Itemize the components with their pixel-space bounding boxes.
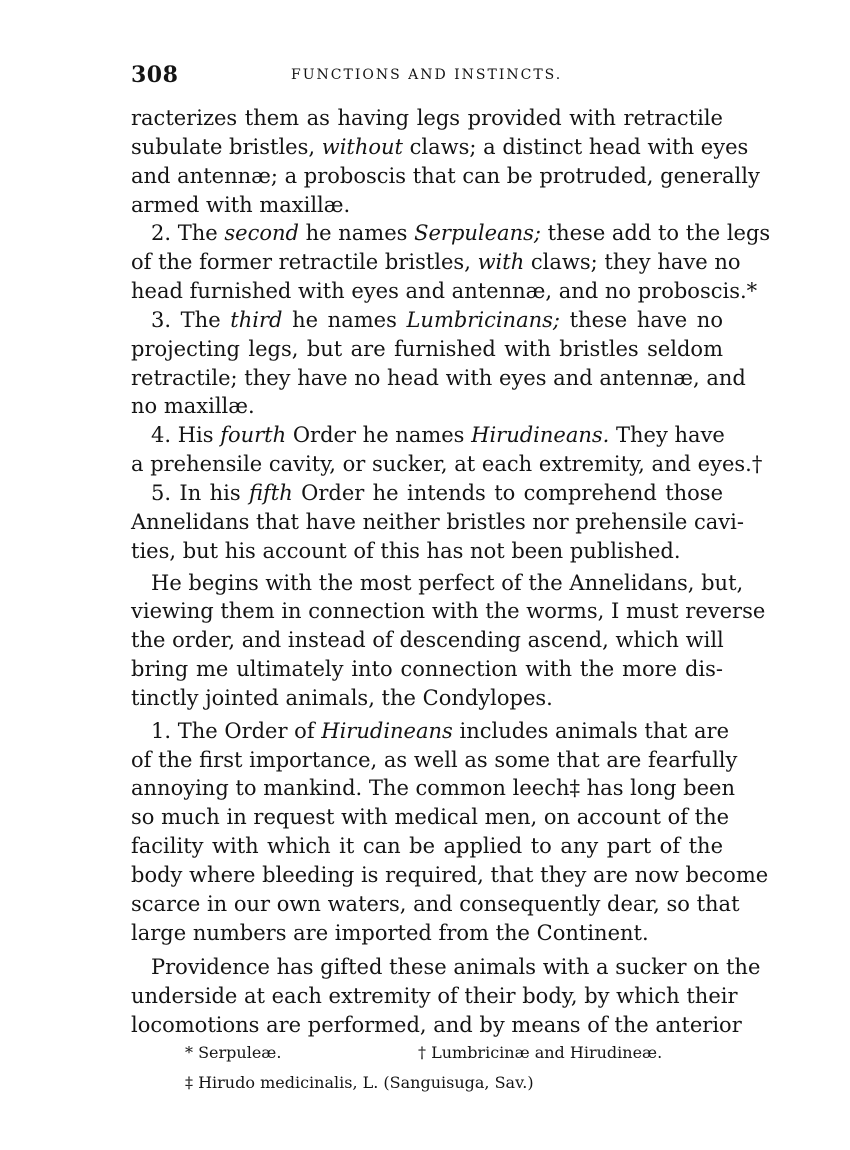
- text-line: projecting legs, but are furnished with bristles seldom: [131, 336, 723, 361]
- footnote: † Lumbricinæ and Hirudineæ.: [418, 1043, 663, 1062]
- running-head: [131, 62, 723, 90]
- text-line: head furnished with eyes and antennæ, and no proboscis.*: [131, 279, 758, 304]
- text-line: so much in request with medical men, on account of the: [131, 805, 730, 830]
- text-line: subulate bristles, without claws; a distinct head with eyes: [131, 134, 749, 159]
- text-line: armed with maxillæ.: [131, 192, 351, 217]
- text-line: large numbers are imported from the Continent.: [131, 920, 649, 945]
- text-line: 1. The Order of Hirudineans includes animals that are: [151, 718, 730, 743]
- text-line: facility with which it can be applied to any part of the: [131, 834, 723, 859]
- footnote: * Serpuleæ.: [185, 1043, 282, 1062]
- footnote: ‡ Hirudo medicinalis, L. (Sanguisuga, Sav.): [185, 1073, 534, 1092]
- text-line: 5. In his fifth Order he intends to comprehend those: [151, 480, 723, 505]
- text-line: ties, but his account of this has not been published.: [131, 538, 681, 563]
- text-line: viewing them in connection with the worms, I must reverse: [131, 599, 766, 624]
- text-line: no maxillæ.: [131, 394, 255, 419]
- text-line: body where bleeding is required, that they are now become: [131, 862, 769, 887]
- footnotes: [185, 1038, 705, 1098]
- text-line: retractile; they have no head with eyes and antennæ, and: [131, 365, 746, 390]
- footnote-row: [185, 1068, 705, 1098]
- text-line: 3. The third he names Lumbricinans; these have no: [151, 307, 723, 332]
- text-line: locomotions are performed, and by means of the anterior: [131, 1013, 742, 1038]
- text-line: of the first importance, as well as some that are fearfully: [131, 747, 738, 772]
- page-number: 308: [131, 62, 179, 88]
- text-line: Annelidans that have neither bristles nor prehensile cavi-: [131, 509, 744, 534]
- text-line: 4. His fourth Order he names Hirudineans. They have: [151, 423, 725, 448]
- body-text: [131, 104, 771, 1040]
- footnote-row: [185, 1038, 705, 1068]
- text-line: underside at each extremity of their body, by which their: [131, 984, 738, 1009]
- text-line: racterizes them as having legs provided with retractile: [131, 106, 723, 130]
- text-line: a prehensile cavity, or sucker, at each extremity, and eyes.†: [131, 452, 763, 477]
- text-line: annoying to mankind. The common leech‡ has long been: [131, 776, 735, 801]
- text-line: He begins with the most perfect of the Annelidans, but,: [151, 570, 744, 595]
- text-line: tinctly jointed animals, the Condylopes.: [131, 685, 553, 710]
- text-line: bring me ultimately into connection with the more dis-: [131, 657, 723, 682]
- text-line: of the former retractile bristles, with claws; they have no: [131, 250, 741, 275]
- text-line: 2. The second he names Serpuleans; these add to the legs: [151, 221, 771, 246]
- text-line: and antennæ; a proboscis that can be protruded, generally: [131, 163, 760, 188]
- text-line: the order, and instead of descending ascend, which will: [131, 628, 724, 653]
- running-title: FUNCTIONS AND INSTINCTS.: [291, 67, 563, 83]
- text-line: Providence has gifted these animals with a sucker on the: [151, 955, 761, 980]
- text-line: scarce in our own waters, and consequently dear, so that: [131, 891, 740, 916]
